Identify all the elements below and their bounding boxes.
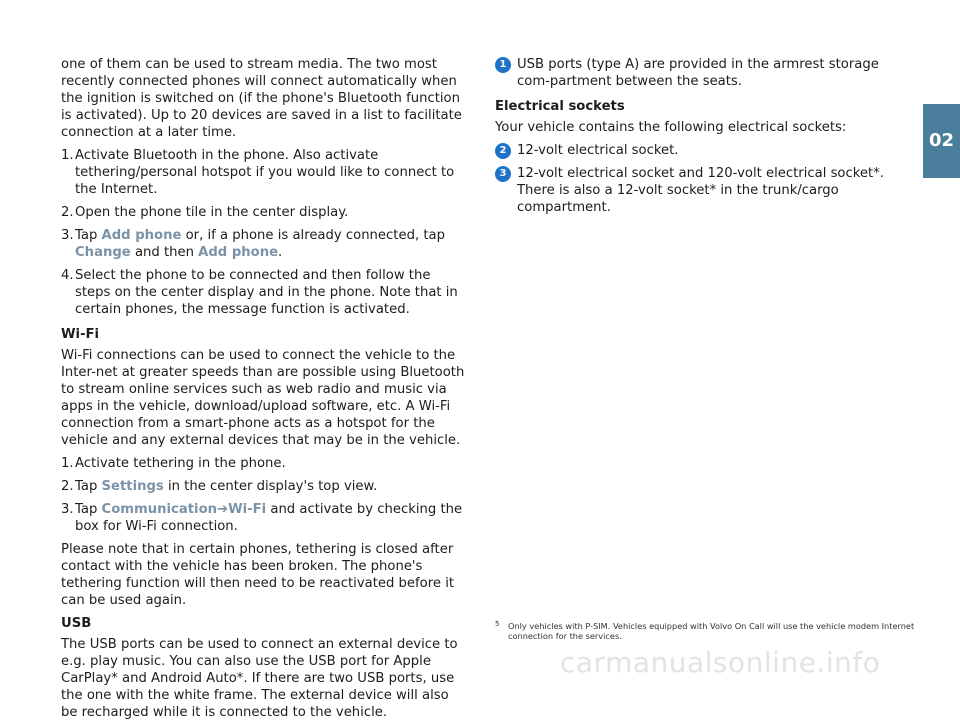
text-run: and then [130,245,199,260]
wifi-step-2 [61,478,467,495]
bt-step-4-text: Select the phone to be connected and then follow the steps on the center display and in the phone. Note that in certain phones, the message function is activated. [75,268,458,317]
bt-step-1 [61,147,467,198]
socket-3-text: 12-volt electrical socket and 120-volt electrical socket*. There is also a 12-volt socket* in the trunk/cargo compartment. [517,166,884,215]
text-run: . [278,245,283,260]
add-phone-link-2[interactable]: Add phone [198,245,279,260]
bt-step-4 [61,267,467,318]
callout-badge-3: 3 [495,166,511,182]
bt-step-2-text: Open the phone tile in the center display. [75,205,349,220]
socket-2-text: 12-volt electrical socket. [517,143,679,158]
wifi-step-1 [61,455,467,472]
wifi-heading: Wi-Fi [61,327,100,342]
wifi-link[interactable]: Wi-Fi [228,502,267,517]
socket-callout-3 [495,165,913,216]
intro-paragraph: one of them can be used to stream media. The two most recently connected phones will connect automatically when the ignition is switched on (if the phone's Bluetooth function is activated). Up to 20 devices are saved in a list to facilitate connection at a later time. [61,57,462,140]
sockets-intro: Your vehicle contains the following electrical sockets: [495,120,847,135]
text-run: Tap [75,228,102,243]
bt-step-1-text: Activate Bluetooth in the phone. Also activate tethering/personal hotspot if you would like to connect to the Internet. [75,148,455,197]
wifi-note: Please note that in certain phones, tethering is closed after contact with the vehicle has been broken. The phone's tethering function will then need to be reactivated before it can be used again. [61,542,455,608]
usb-body: The USB ports can be used to connect an external device to e.g. play music. You can also use the USB port for Apple CarPlay* and Android Auto*. If there are two USB ports, use the one with the white frame. The external device will also be recharged while it is connected to the vehicle. [61,637,458,720]
step-number: 2. [61,205,74,220]
settings-link[interactable]: Settings [101,479,164,494]
wifi-step-2-text [73,478,467,495]
step-number: 4. [61,268,74,283]
usb-heading: USB [61,616,92,631]
add-phone-link[interactable]: Add phone [101,228,182,243]
sockets-heading: Electrical sockets [495,99,625,114]
bt-step-2 [61,204,467,221]
text-run: in the center display's top view. [163,479,378,494]
text-run: Tap [75,502,102,517]
chapter-tab[interactable]: 02 [923,104,960,178]
wifi-body: Wi-Fi connections can be used to connect the vehicle to the Inter-net at greater speeds than are possible using Bluetooth to stream online services such as web radio and music via apps in the vehicle, download/upload software, etc. A Wi-Fi connection from a smart-phone acts as a hotspot for the vehicle and any external devices that may be in the vehicle. [61,348,465,448]
text-run: Tap [75,479,102,494]
footnote-text: Only vehicles with P-SIM. Vehicles equipped with Volvo On Call will use the vehicle modem Internet connection for the services. [508,621,915,641]
bt-step-3-text [73,227,467,261]
step-number: 2. [61,479,74,494]
socket-callout-2 [495,142,913,159]
step-number: 3. [61,502,74,517]
step-number: 1. [61,456,74,471]
step-number: 3. [61,228,74,243]
usb-callout [495,56,913,90]
footnote-number: 5 [495,620,500,628]
callout-badge-1: 1 [495,57,511,73]
right-column [495,56,913,222]
text-run: or, if a phone is already connected, tap [181,228,445,243]
wifi-step-3-text [73,501,467,535]
arrow-right-icon: ➔ [217,502,229,517]
step-number: 1. [61,148,74,163]
left-column [61,56,467,727]
change-link[interactable]: Change [75,245,131,260]
text-run: and activate by checking the box for Wi-Fi connection. [75,502,463,534]
usb-callout-text: USB ports (type A) are provided in the armrest storage com-partment between the seats. [517,57,879,89]
wifi-step-3 [61,501,467,535]
footnote [495,621,915,641]
watermark: carmanualsonline.info [560,646,881,679]
callout-badge-2: 2 [495,143,511,159]
wifi-step-1-text: Activate tethering in the phone. [75,456,286,471]
bt-step-3 [61,227,467,261]
communication-link[interactable]: Communication [101,502,218,517]
